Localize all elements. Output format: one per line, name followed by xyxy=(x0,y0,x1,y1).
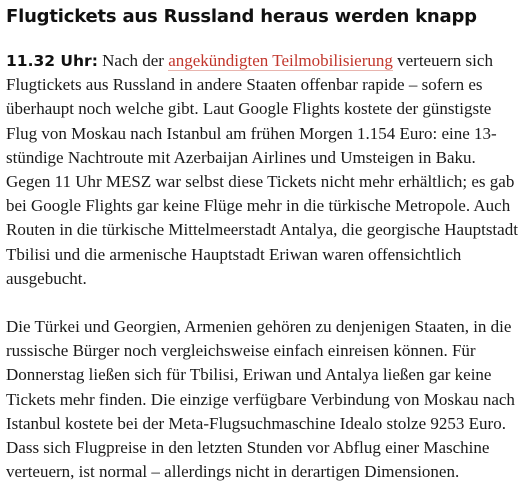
article-paragraph-2: Die Türkei und Georgien, Armenien gehören zu denjenigen Staaten, in die russische Bürger noch vergleichsweise einfach einreisen können. Für Donnerstag ließen sich für Tbilisi, Eriwan und Antalya ließen gar keine Tickets mehr finden. Die einzige verfügbare Verbindung von Moskau nach Istanbul kostete bei der Meta-Flugsuchmaschine Idealo stolze 9253 Euro. Dass sich Flugpreise in den letzten Stunden vor Abflug einer Maschine verteuern, ist normal – allerdings nicht in derartigen Dimensionen. xyxy=(6,317,515,482)
mobilization-article-link[interactable]: angekündigten Teilmobilisierung xyxy=(168,51,393,70)
paragraph-1-body-text: verteuern sich Flugtickets aus Russland in andere Staaten offenbar rapide – sofern es überhaupt noch welche gibt. Laut Google Flights kostete der günstigste Flug von Moskau nach Istanbul am frühen Morgen 1.154 Euro: eine 13-stündige Nachtroute mit Azerbaijan Airlines und Umsteigen in Baku. Gegen 11 Uhr MESZ war selbst diese Tickets nicht mehr erhältlich; es gab bei Google Flights gar keine Flüge mehr in die türkische Metropole. Auch Routen in die türkische Mittelmeerstadt Antalya, die georgische Hauptstadt Tbilisi und die armenische Hauptstadt Eriwan waren offensichtlich ausgebucht. xyxy=(6,51,518,288)
article-paragraph-1 xyxy=(6,49,523,291)
article-headline: Flugtickets aus Russland heraus werden knapp xyxy=(6,6,477,27)
article xyxy=(6,4,523,484)
paragraph-1-intro-text: Nach der xyxy=(97,51,169,70)
timestamp-label: 11.32 Uhr: xyxy=(6,52,98,70)
